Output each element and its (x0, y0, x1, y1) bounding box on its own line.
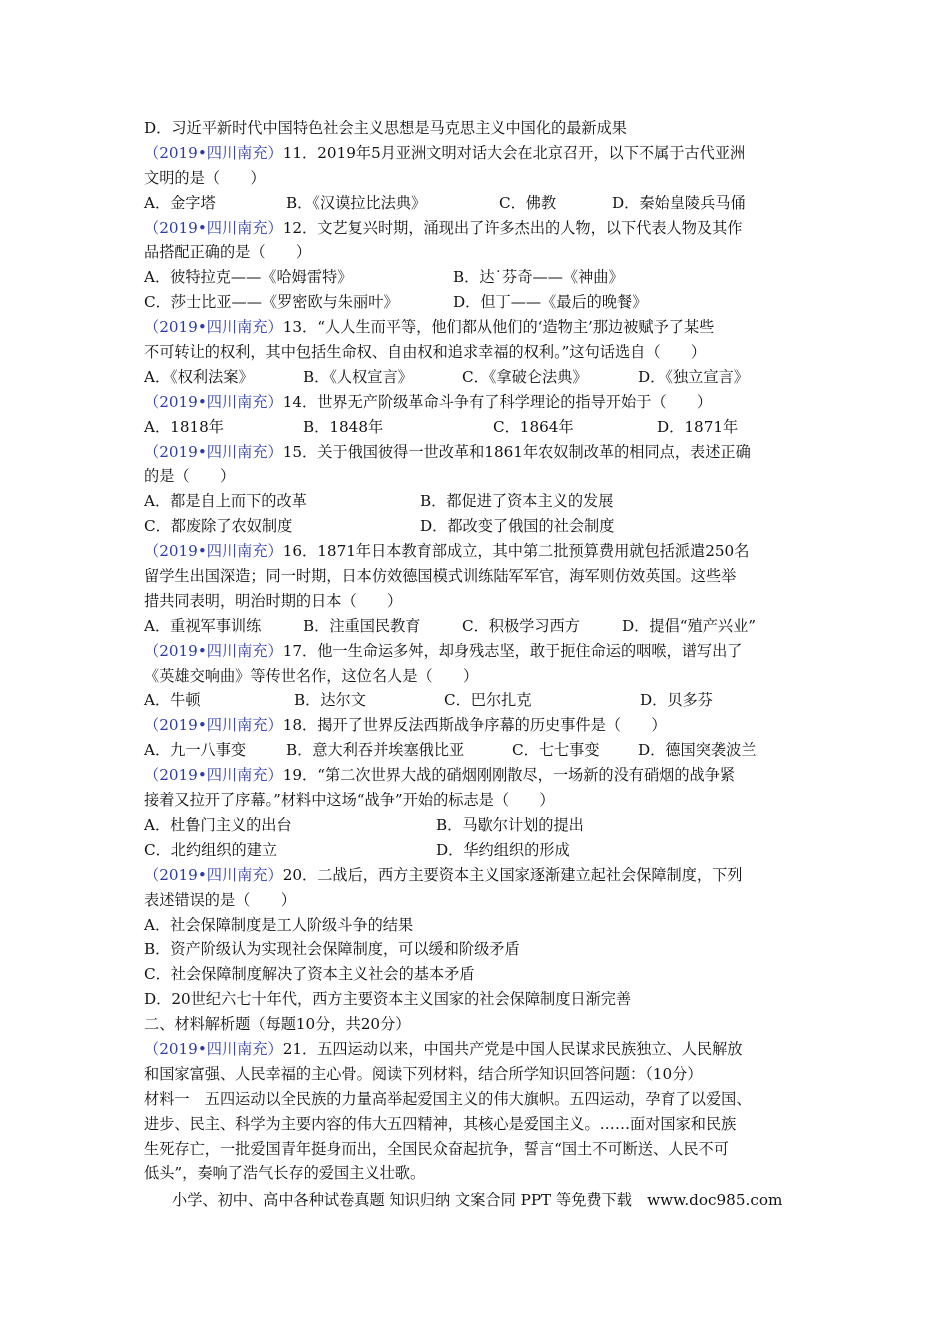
text-line (144, 464, 814, 489)
text-line (144, 340, 814, 365)
question-stem (144, 713, 814, 738)
answer-option: A．彼特拉克——《哈姆雷特》 (144, 268, 353, 287)
answer-option: D．1871年 (657, 417, 739, 436)
source-tag: （2019•四川南充） (144, 716, 283, 735)
line-text: 13．“人人生而平等，他们都从他们的‘造物主’那边被赋予了某些 (282, 318, 715, 337)
option-row (144, 688, 814, 713)
text-line (144, 116, 814, 141)
answer-option: D．但丁——《最后的晚餐》 (453, 293, 648, 312)
line-text: 的是（ ） (144, 467, 236, 486)
answer-option: A．《权利法案》 (144, 367, 254, 386)
option-row (144, 265, 814, 290)
source-tag: （2019•四川南充） (144, 218, 283, 237)
answer-option: A．金字塔 (144, 193, 216, 212)
option-row (144, 738, 814, 763)
answer-option: D．华约组织的形成 (436, 840, 570, 859)
line-text: 进步、民主、科学为主要内容的伟大五四精神，其核心是爱国主义。……面对国家和民族 (144, 1114, 737, 1133)
answer-option: A．杜鲁门主义的出台 (144, 815, 292, 834)
line-text: 措共同表明，明治时期的日本（ ） (144, 591, 403, 610)
answer-option: D．贝多芬 (640, 691, 713, 710)
text-line (144, 240, 814, 265)
source-tag: （2019•四川南充） (144, 641, 283, 660)
option-row (144, 365, 814, 390)
source-tag: （2019•四川南充） (144, 318, 283, 337)
text-line (144, 1112, 814, 1137)
line-text: 表述错误的是（ ） (144, 890, 296, 909)
line-text: 16．1871年日本教育部成立，其中第二批预算费用就包括派遣250名 (282, 542, 750, 561)
answer-option: B．达˙芬奇——《神曲》 (453, 268, 624, 287)
answer-option: A．重视军事训练 (144, 616, 262, 635)
line-text: 品搭配正确的是（ ） (144, 243, 312, 262)
source-tag: （2019•四川南充） (144, 1039, 283, 1058)
line-text: 19．“第二次世界大战的硝烟刚刚散尽，一场新的没有硝烟的战争紧 (282, 766, 736, 785)
line-text: A．社会保障制度是工人阶级斗争的结果 (144, 915, 414, 934)
line-text: 文明的是（ ） (144, 168, 266, 187)
answer-option: C．佛教 (499, 193, 557, 212)
question-stem (144, 1037, 814, 1062)
text-line (144, 962, 814, 987)
text-line (144, 166, 814, 191)
text-line (144, 564, 814, 589)
line-text: 《英雄交响曲》等传世名作，这位名人是（ ） (144, 666, 479, 685)
answer-option: C．巴尔扎克 (444, 691, 532, 710)
question-stem (144, 539, 814, 564)
line-text: 20．二战后，西方主要资本主义国家逐渐建立起社会保障制度，下列 (282, 865, 743, 884)
page-footer: 小学、初中、高中各种试卷真题 知识归纳 文案合同 PPT 等免费下载 www.doc985.com (172, 1191, 783, 1209)
source-tag: （2019•四川南充） (144, 865, 283, 884)
text-line (144, 1161, 814, 1186)
line-text: 接着又拉开了序幕。”材料中这场“战争”开始的标志是（ ） (144, 791, 555, 810)
answer-option: D．都改变了俄国的社会制度 (420, 517, 615, 536)
answer-option: C．《拿破仑法典》 (462, 367, 588, 386)
line-text: 和国家富强、人民幸福的主心骨。阅读下列材料，结合所学知识回答问题：（10分） (144, 1064, 703, 1083)
answer-option: D．秦始皇陵兵马俑 (612, 193, 746, 212)
source-tag: （2019•四川南充） (144, 766, 283, 785)
text-line (144, 1062, 814, 1087)
answer-option: C．北约组织的建立 (144, 840, 278, 859)
line-text: 15．关于俄国彼得一世改革和1861年农奴制改革的相同点，表述正确 (282, 442, 751, 461)
source-tag: （2019•四川南充） (144, 143, 283, 162)
line-text: 14．世界无产阶级革命斗争有了科学理论的指导开始于（ ） (282, 392, 713, 411)
question-stem (144, 863, 814, 888)
line-text: 不可转让的权利，其中包括生命权、自由权和追求幸福的权利。”这句话选自（ ） (144, 343, 707, 362)
text-line (144, 937, 814, 962)
answer-option: A．牛顿 (144, 691, 201, 710)
line-text: D．20世纪六七十年代，西方主要资本主义国家的社会保障制度日渐完善 (144, 990, 632, 1009)
line-text: 12．文艺复兴时期，涌现出了许多杰出的人物，以下代表人物及其作 (282, 218, 743, 237)
question-stem (144, 315, 814, 340)
question-stem (144, 763, 814, 788)
option-row (144, 489, 814, 514)
option-row (144, 614, 814, 639)
line-text: 低头”，奏响了浩气长存的爱国主义壮歌。 (144, 1164, 426, 1183)
option-row (144, 290, 814, 315)
line-text: 17．他一生命运多舛，却身残志坚，敢于扼住命运的咽喉，谱写出了 (282, 641, 743, 660)
line-text: 21．五四运动以来，中国共产党是中国人民谋求民族独立、人民解放 (282, 1039, 743, 1058)
option-row (144, 813, 814, 838)
text-line (144, 589, 814, 614)
source-tag: （2019•四川南充） (144, 392, 283, 411)
question-stem (144, 390, 814, 415)
answer-option: A．九一八事变 (144, 741, 247, 760)
document-body (144, 116, 814, 1186)
line-text: B．资产阶级认为实现社会保障制度，可以缓和阶级矛盾 (144, 940, 520, 959)
answer-option: B．注重国民教育 (303, 616, 421, 635)
line-text: D．习近平新时代中国特色社会主义思想是马克思主义中国化的最新成果 (144, 119, 627, 137)
answer-option: B．马歇尔计划的提出 (436, 815, 584, 834)
answer-option: B．都促进了资本主义的发展 (420, 492, 614, 511)
line-text: 留学生出国深造；同一时期，日本仿效德国模式训练陆军军官，海军则仿效英国。这些举 (144, 567, 737, 586)
answer-option: D．《独立宣言》 (638, 367, 749, 386)
answer-option: A．1818年 (144, 417, 224, 436)
answer-option: B．《汉谟拉比法典》 (286, 193, 427, 212)
option-row (144, 838, 814, 863)
answer-option: B．意大利吞并埃塞俄比亚 (286, 741, 465, 760)
option-row (144, 191, 814, 216)
answer-option: D．德国突袭波兰 (638, 741, 757, 760)
question-stem (144, 216, 814, 241)
option-row (144, 415, 814, 440)
answer-option: B．达尔文 (294, 691, 366, 710)
answer-option: C．1864年 (493, 417, 574, 436)
question-stem (144, 639, 814, 664)
answer-option: B．1848年 (303, 417, 384, 436)
answer-option: C．七七事变 (512, 741, 600, 760)
question-stem (144, 141, 814, 166)
answer-option: D．提倡“殖产兴业” (622, 616, 757, 635)
line-text: 11．2019年5月亚洲文明对话大会在北京召开，以下不属于古代亚洲 (282, 143, 746, 162)
source-tag: （2019•四川南充） (144, 442, 283, 461)
answer-option: C．都废除了农奴制度 (144, 517, 293, 536)
line-text: 二、材料解析题（每题10分，共20分） (144, 1015, 411, 1034)
source-tag: （2019•四川南充） (144, 542, 283, 561)
text-line (144, 888, 814, 913)
question-stem (144, 440, 814, 465)
text-line (144, 1012, 814, 1037)
answer-option: C．积极学习西方 (462, 616, 580, 635)
option-row (144, 514, 814, 539)
text-line (144, 1087, 814, 1112)
line-text: C．社会保障制度解决了资本主义社会的基本矛盾 (144, 965, 475, 984)
answer-option: C．莎士比亚——《罗密欧与朱丽叶》 (144, 293, 399, 312)
answer-option: B．《人权宣言》 (303, 367, 413, 386)
text-line (144, 664, 814, 689)
text-line (144, 788, 814, 813)
line-text: 18．揭开了世界反法西斯战争序幕的历史事件是（ ） (282, 716, 667, 735)
text-line (144, 913, 814, 938)
text-line (144, 1137, 814, 1162)
line-text: 材料一 五四运动以全民族的力量高举起爱国主义的伟大旗帜。五四运动，孕育了以爱国、 (144, 1089, 752, 1108)
line-text: 生死存亡，一批爱国青年挺身而出，全国民众奋起抗争，誓言“国土不可断送、人民不可 (144, 1139, 729, 1158)
answer-option: A．都是自上而下的改革 (144, 492, 307, 511)
text-line (144, 987, 814, 1012)
